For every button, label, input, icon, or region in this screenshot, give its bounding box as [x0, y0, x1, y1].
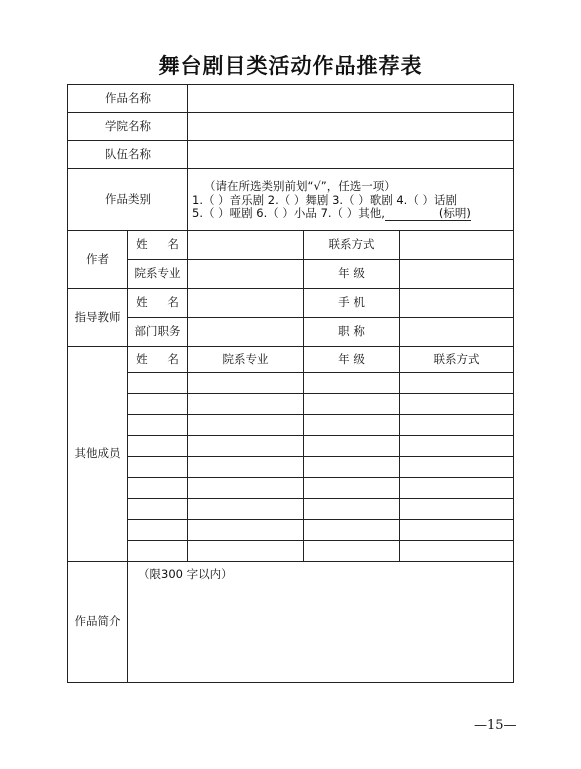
category-instruction: （请在所选类别前划“√”，任选一项） — [204, 178, 396, 193]
member-grade-cell[interactable] — [304, 541, 400, 562]
member-department-cell[interactable] — [188, 541, 304, 562]
work-name-input[interactable] — [188, 85, 514, 113]
category-options-line-1: 1.（ ）音乐剧 2.（ ）舞剧 3.（ ）歌剧 4.（ ）话剧 — [192, 192, 457, 207]
member-name-cell[interactable] — [128, 499, 188, 520]
member-name-cell[interactable] — [128, 394, 188, 415]
college-name-input[interactable] — [188, 113, 514, 141]
member-row — [68, 499, 514, 520]
advisor-dept-position-label: 部门职务 — [128, 318, 188, 347]
category-other-blank[interactable] — [385, 207, 471, 221]
intro-section-label: 作品简介 — [68, 562, 128, 683]
advisor-title-input[interactable] — [400, 318, 514, 347]
author-department-input[interactable] — [188, 260, 304, 289]
advisor-phone-input[interactable] — [400, 289, 514, 318]
member-department-cell[interactable] — [188, 457, 304, 478]
member-grade-cell[interactable] — [304, 478, 400, 499]
member-row — [68, 415, 514, 436]
member-contact-cell[interactable] — [400, 373, 514, 394]
member-grade-cell[interactable] — [304, 436, 400, 457]
team-name-input[interactable] — [188, 141, 514, 169]
member-name-cell[interactable] — [128, 436, 188, 457]
category-label: 作品类别 — [68, 169, 188, 231]
members-header-department: 院系专业 — [188, 347, 304, 373]
members-header-contact: 联系方式 — [400, 347, 514, 373]
member-department-cell[interactable] — [188, 478, 304, 499]
member-contact-cell[interactable] — [400, 499, 514, 520]
member-name-cell[interactable] — [128, 457, 188, 478]
member-contact-cell[interactable] — [400, 457, 514, 478]
member-name-cell[interactable] — [128, 478, 188, 499]
member-row — [68, 373, 514, 394]
author-grade-input[interactable] — [400, 260, 514, 289]
member-contact-cell[interactable] — [400, 478, 514, 499]
author-department-label: 院系专业 — [128, 260, 188, 289]
member-grade-cell[interactable] — [304, 373, 400, 394]
team-name-label: 队伍名称 — [68, 141, 188, 169]
advisor-dept-position-input[interactable] — [188, 318, 304, 347]
member-name-cell[interactable] — [128, 541, 188, 562]
recommendation-form — [67, 84, 514, 683]
member-name-cell[interactable] — [128, 373, 188, 394]
member-grade-cell[interactable] — [304, 394, 400, 415]
members-header-name: 姓 名 — [128, 347, 188, 373]
category-other-note: (标明) — [438, 206, 471, 221]
intro-limit-note: （限300 字以内） — [138, 567, 233, 581]
college-name-label: 学院名称 — [68, 113, 188, 141]
author-contact-input[interactable] — [400, 231, 514, 260]
member-row — [68, 436, 514, 457]
intro-input[interactable] — [128, 562, 514, 683]
author-contact-label: 联系方式 — [304, 231, 400, 260]
member-department-cell[interactable] — [188, 520, 304, 541]
member-row — [68, 478, 514, 499]
member-contact-cell[interactable] — [400, 394, 514, 415]
member-row — [68, 520, 514, 541]
member-grade-cell[interactable] — [304, 499, 400, 520]
author-name-label: 姓 名 — [128, 231, 188, 260]
advisor-name-input[interactable] — [188, 289, 304, 318]
member-department-cell[interactable] — [188, 394, 304, 415]
member-department-cell[interactable] — [188, 415, 304, 436]
advisor-section-label: 指导教师 — [68, 289, 128, 347]
category-options[interactable] — [188, 169, 514, 231]
members-header-grade: 年 级 — [304, 347, 400, 373]
author-name-input[interactable] — [188, 231, 304, 260]
member-department-cell[interactable] — [188, 499, 304, 520]
author-section-label: 作者 — [68, 231, 128, 289]
member-department-cell[interactable] — [188, 373, 304, 394]
work-name-label: 作品名称 — [68, 85, 188, 113]
member-name-cell[interactable] — [128, 415, 188, 436]
advisor-title-label: 职 称 — [304, 318, 400, 347]
member-contact-cell[interactable] — [400, 541, 514, 562]
page-title: 舞台剧目类活动作品推荐表 — [158, 53, 423, 78]
member-department-cell[interactable] — [188, 436, 304, 457]
member-grade-cell[interactable] — [304, 520, 400, 541]
member-contact-cell[interactable] — [400, 436, 514, 457]
category-options-line-2 — [188, 207, 513, 221]
category-options-line-2-text: 5.（ ）哑剧 6.（ ）小品 7.（ ）其他, — [192, 206, 385, 221]
author-grade-label: 年 级 — [304, 260, 400, 289]
member-grade-cell[interactable] — [304, 415, 400, 436]
member-row — [68, 394, 514, 415]
member-contact-cell[interactable] — [400, 520, 514, 541]
member-name-cell[interactable] — [128, 520, 188, 541]
page-number: —15— — [474, 718, 517, 733]
member-row — [68, 541, 514, 562]
members-section-label: 其他成员 — [68, 347, 128, 562]
member-grade-cell[interactable] — [304, 457, 400, 478]
advisor-name-label: 姓 名 — [128, 289, 188, 318]
advisor-phone-label: 手 机 — [304, 289, 400, 318]
member-row — [68, 457, 514, 478]
member-contact-cell[interactable] — [400, 415, 514, 436]
